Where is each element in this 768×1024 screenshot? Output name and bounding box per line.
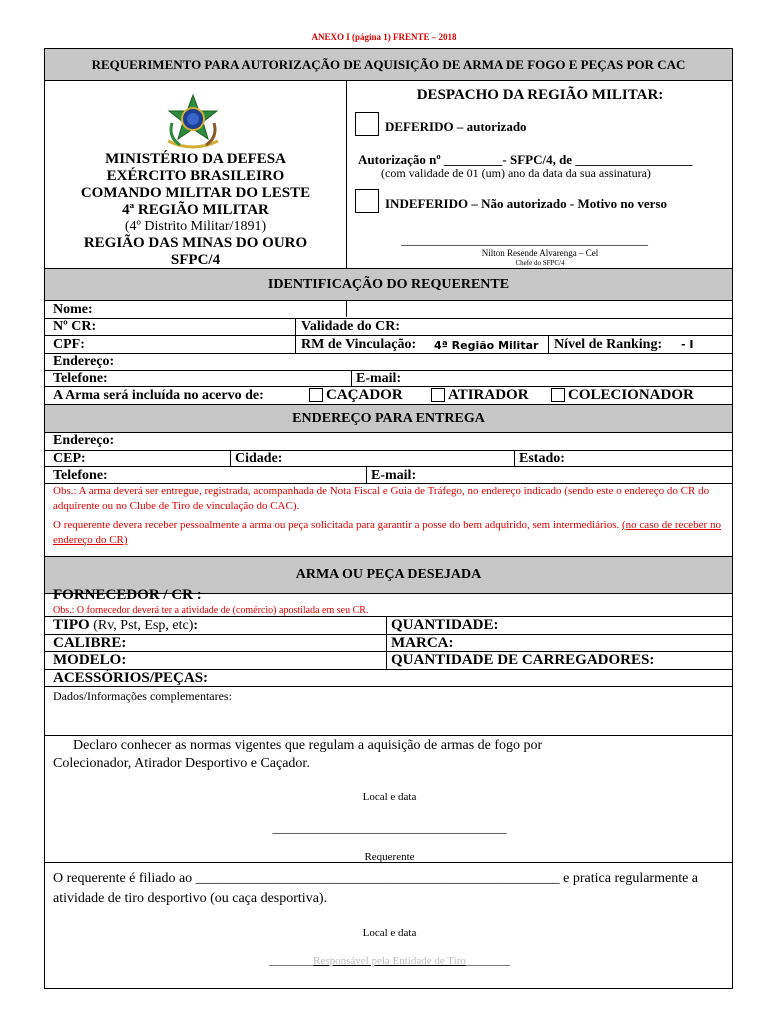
quantidade-label: QUANTIDADE:: [391, 617, 499, 633]
entrega-cr-note: (no caso de receber no endereço do CR): [53, 519, 721, 546]
form-title: REQUERIMENTO PARA AUTORIZAÇÃO DE AQUISIÇÃO DE ARMA DE FOGO E PEÇAS POR CAC: [45, 49, 732, 80]
ranking-label: Nível de Ranking:: [554, 337, 663, 352]
acervo-label: A Arma será incluída no acervo de:: [53, 388, 264, 403]
carregadores-label: QUANTIDADE DE CARREGADORES:: [391, 652, 655, 668]
cidade-label: Cidade:: [235, 451, 283, 466]
fornecedor-obs: Obs.: O fornecedor deverá ter a atividade de (comércio) apostilada em seu CR.: [53, 605, 369, 616]
org-ministerio: MINISTÉRIO DA DEFESA: [105, 151, 286, 167]
entrega-email-label: E-mail:: [371, 468, 417, 483]
despacho-title: DESPACHO DA REGIÃO MILITAR:: [416, 87, 664, 103]
rm-value: 4ª Região Militar: [434, 339, 539, 352]
org-comando: COMANDO MILITAR DO LESTE: [80, 185, 311, 201]
modelo-label: MODELO:: [53, 652, 127, 668]
despacho-signature-line: ______________________________________: [401, 232, 648, 247]
entidade-caption: Responsável pela Entidade de Tiro: [313, 955, 466, 967]
entrega-posse-note: O requerente devera receber pessoalmente a arma ou peça solicitada para garantir a posse do bem adquirido, sem intermediários. (no caso de receber no endereço do CR): [53, 519, 721, 546]
filiacao-local-data: Local e data: [362, 927, 417, 939]
entidade-signature-line: ________Responsável pela Entidade de Tiro________: [269, 955, 510, 967]
estado-label: Estado:: [519, 451, 565, 466]
annex-header: ANEXO I (página 1) FRENTE – 2018: [311, 32, 457, 42]
org-exercito: EXÉRCITO BRASILEIRO: [106, 168, 285, 184]
arma-title: ARMA OU PEÇA DESEJADA: [45, 557, 732, 593]
indeferido-label: INDEFERIDO – Não autorizado - Motivo no verso: [385, 196, 668, 211]
declaracao-local-data: Local e data: [362, 791, 417, 803]
atirador-label: ATIRADOR: [448, 387, 529, 403]
cpf-label: CPF:: [53, 337, 85, 352]
signer-role: Chefe do SFPC/4: [515, 259, 565, 267]
rm-label: RM de Vinculação:: [301, 337, 417, 352]
colecionador-label: COLECIONADOR: [568, 387, 694, 403]
declaracao-line2: Colecionador, Atirador Desportivo e Caçador.: [53, 756, 310, 771]
org-minas: REGIÃO DAS MINAS DO OURO: [83, 235, 308, 251]
entrega-telefone-label: Telefone:: [53, 468, 108, 483]
cacador-label: CAÇADOR: [326, 387, 403, 403]
cep-label: CEP:: [53, 451, 86, 466]
org-regiao: 4ª REGIÃO MILITAR: [122, 202, 269, 218]
telefone-label: Telefone:: [53, 371, 108, 386]
filiacao-line2: atividade de tiro desportivo (ou caça desportiva).: [53, 891, 328, 906]
colecionador-checkbox[interactable]: [551, 388, 565, 402]
autorizacao-line: Autorização nº _________- SFPC/4, de __________________: [358, 152, 693, 167]
identificacao-title: IDENTIFICAÇÃO DO REQUERENTE: [45, 269, 732, 300]
entrega-obs: Obs.: A arma deverá ser entregue, registrada, acompanhada de Nota Fiscal e Guia de Tráfego, no endereço indicado (sendo este o endereço do CR do adquirente ou no Clube de Tiro de vinculação do CAC).: [53, 485, 710, 512]
cacador-checkbox[interactable]: [309, 388, 323, 402]
dados-complementares-label: Dados/Informações complementares:: [53, 689, 232, 703]
tipo-field: TIPO (Rv, Pst, Esp, etc):: [53, 617, 199, 633]
request-form: [44, 48, 733, 989]
calibre-label: CALIBRE:: [53, 635, 127, 651]
declaracao-line1: Declaro conhecer as normas vigentes que regulam a aquisição de armas de fogo por: [73, 738, 543, 753]
fornecedor-label: FORNECEDOR / CR :: [53, 587, 202, 603]
validade-note: (com validade de 01 (um) ano da data da sua assinatura): [381, 166, 651, 180]
email-label: E-mail:: [356, 371, 402, 386]
validade-cr-label: Validade do CR:: [301, 319, 401, 334]
signer-name: Nilton Resende Alvarenga – Cel: [481, 248, 599, 258]
requerente-caption: Requerente: [364, 851, 415, 863]
atirador-checkbox[interactable]: [431, 388, 445, 402]
entrega-title: ENDEREÇO PARA ENTREGA: [45, 405, 732, 432]
org-distrito: (4º Distrito Militar/1891): [124, 219, 267, 234]
acessorios-label: ACESSÓRIOS/PEÇAS:: [53, 670, 209, 686]
nome-label: Nome:: [53, 302, 93, 317]
org-sfpc: SFPC/4: [170, 252, 221, 268]
cr-label: Nº CR:: [53, 319, 97, 334]
entrega-endereco-label: Endereço:: [53, 433, 115, 448]
brazil-coat-of-arms-icon: [162, 93, 224, 153]
marca-label: MARCA:: [391, 635, 454, 651]
filiacao-line1: O requerente é filiado ao ____________________________________________________ e pratica regularmente a: [53, 871, 699, 886]
indeferido-checkbox[interactable]: [355, 189, 379, 213]
endereco-label: Endereço:: [53, 354, 115, 369]
ranking-value: - I: [681, 338, 694, 351]
requerente-signature-line: ____________________________________: [272, 820, 507, 835]
deferido-label: DEFERIDO – autorizado: [385, 119, 527, 134]
deferido-checkbox[interactable]: [355, 112, 379, 136]
